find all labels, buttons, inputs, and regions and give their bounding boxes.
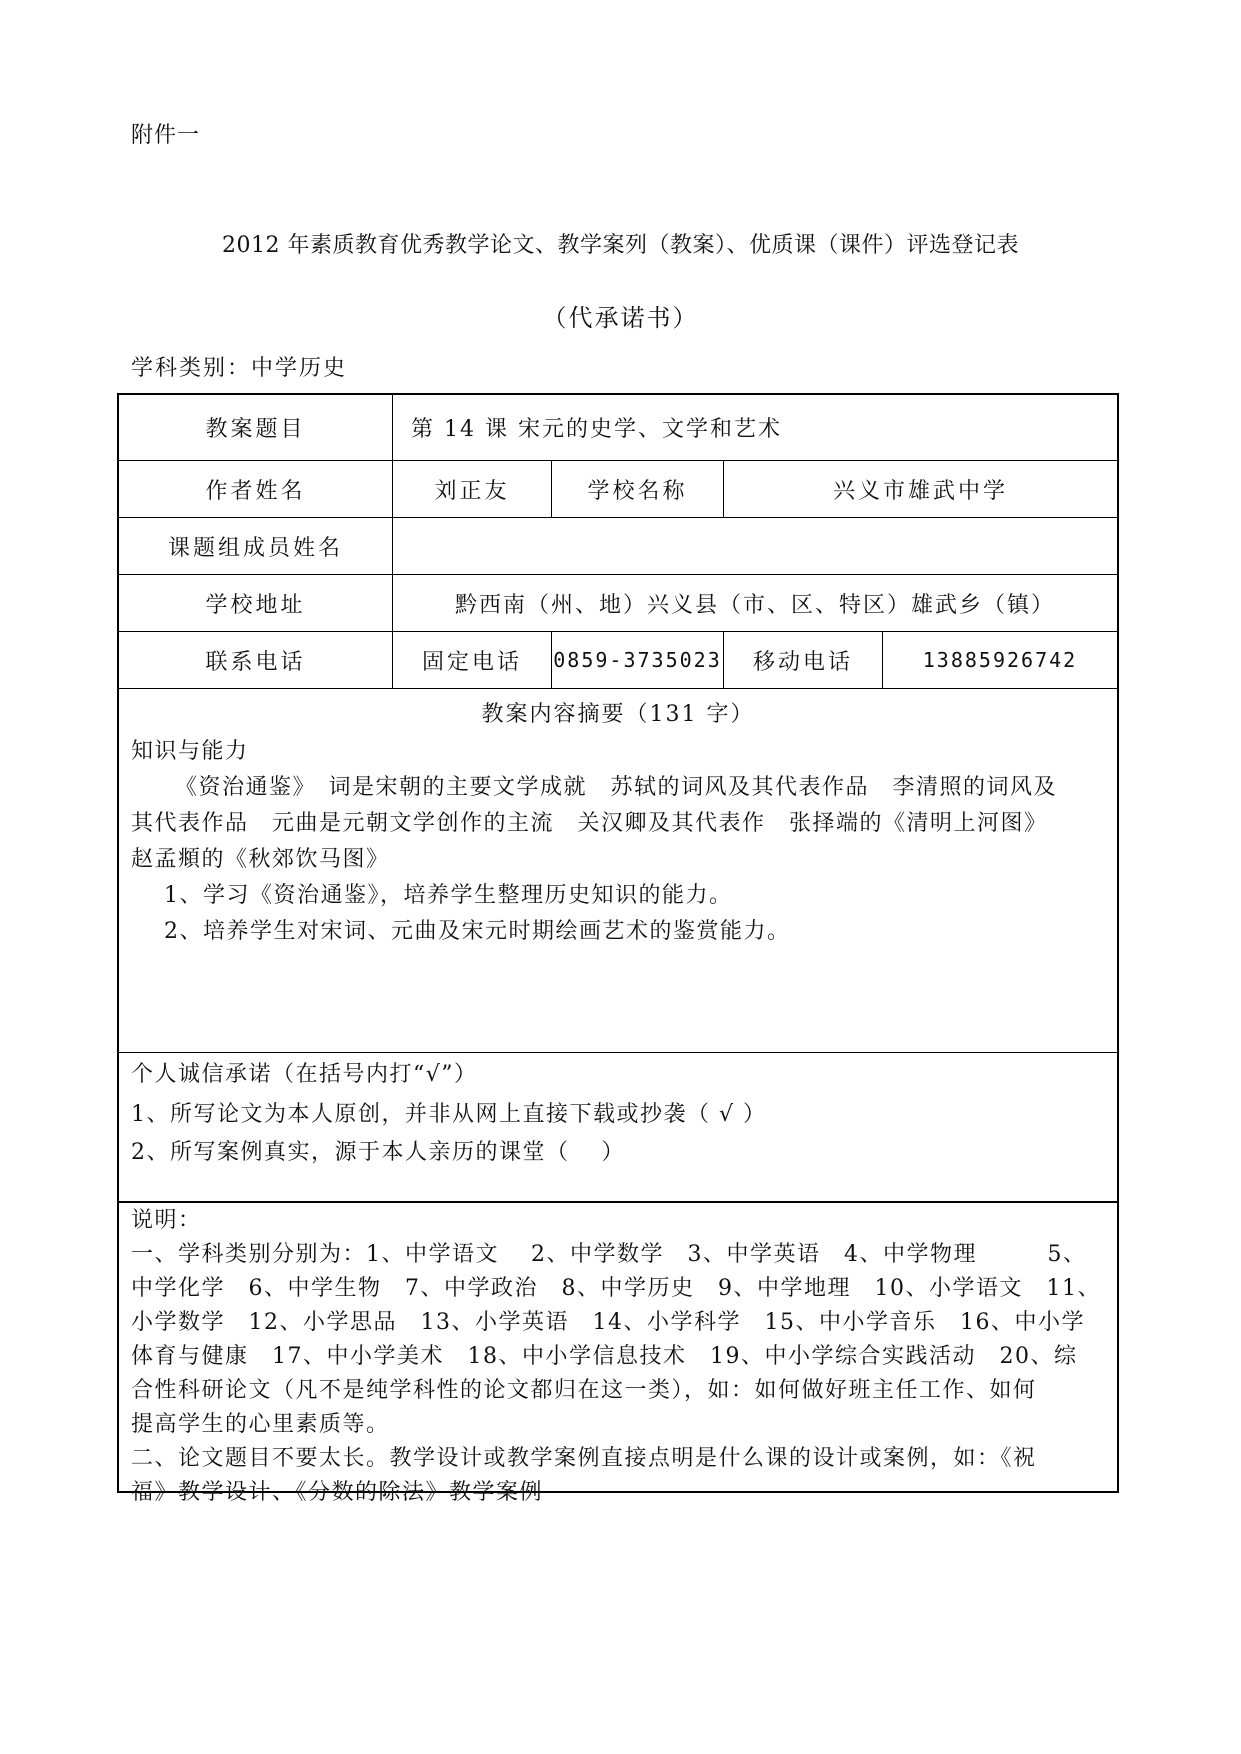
notes-line: 福》教学设计、《分数的除法》教学案例 xyxy=(131,1480,544,1505)
summary-line: 《资治通鉴》 词是宋朝的主要文学成就 苏轼的词风及其代表作品 李清照的词风及 xyxy=(175,775,1058,800)
lesson-title-label: 教案题目 xyxy=(205,417,306,442)
group-members-value xyxy=(393,518,1117,574)
mobile-value: 13885926742 xyxy=(922,648,1078,672)
school-address-label: 学校地址 xyxy=(205,592,306,618)
pledge-header: 个人诚信承诺（在括号内打“√”） xyxy=(131,1062,478,1087)
notes-line: 一、学科类别分别为：1、中学语文 2、中学数学 3、中学英语 4、中学物理 5、 xyxy=(131,1242,1087,1267)
notes-line: 小学数学 12、小学思品 13、小学英语 14、小学科学 15、中小学音乐 16、中小学 xyxy=(131,1310,1085,1335)
subject-category: 学科类别：中学历史 xyxy=(131,356,348,381)
summary-goal: 1、学习《资治通鉴》，培养学生整理历史知识的能力。 xyxy=(164,883,733,908)
attachment-label: 附件一 xyxy=(131,123,201,148)
contact-phone-label: 联系电话 xyxy=(205,649,306,675)
school-name-label: 学校名称 xyxy=(587,478,688,504)
table-rule xyxy=(117,1201,1118,1203)
summary-header: 教案内容摘要（131 字） xyxy=(481,701,755,727)
landline-value: 0859-3735023 xyxy=(553,648,722,672)
form-title: 2012 年素质教育优秀教学论文、教学案列（教案）、优质课（课件）评选登记表 xyxy=(222,233,1019,258)
notes-section xyxy=(131,1204,1116,1510)
pledge-item: 2、所写案例真实，源于本人亲历的课堂（ ） xyxy=(131,1140,625,1165)
table-rule xyxy=(117,1052,1118,1053)
notes-line: 体育与健康 17、中小学美术 18、中小学信息技术 19、中小学综合实践活动 20、综 xyxy=(131,1344,1078,1369)
table-rule xyxy=(1117,393,1119,1493)
notes-header: 说明： xyxy=(131,1208,202,1233)
notes-line: 提高学生的心里素质等。 xyxy=(131,1412,390,1437)
summary-line: 其代表作品 元曲是元朝文学创作的主流 关汉卿及其代表作 张择端的《清明上河图》 xyxy=(131,811,1048,836)
summary-goal: 2、培养学生对宋词、元曲及宋元时期绘画艺术的鉴赏能力。 xyxy=(164,919,791,944)
notes-line: 中学化学 6、中学生物 7、中学政治 8、中学历史 9、中学地理 10、小学语文 11、 xyxy=(131,1276,1101,1301)
table-rule xyxy=(117,688,1118,689)
author-name-label: 作者姓名 xyxy=(205,478,306,504)
integrity-pledge xyxy=(131,1056,1116,1172)
lesson-title-value: 第 14 课 宋元的史学、文学和艺术 xyxy=(411,417,782,442)
summary-line: 赵孟頫的《秋郊饮马图》 xyxy=(131,847,390,872)
notes-line: 二、论文题目不要太长。教学设计或教学案例直接点明是什么课的设计或案例，如：《祝 xyxy=(131,1446,1037,1471)
school-address-value: 黔西南（州、地）兴义县（市、区、特区）雄武乡（镇） xyxy=(454,592,1055,618)
pledge-item: 1、所写论文为本人原创，并非从网上直接下载或抄袭（ √ ） xyxy=(131,1102,767,1127)
mobile-label: 移动电话 xyxy=(752,649,853,675)
landline-label: 固定电话 xyxy=(421,649,522,675)
notes-line: 合性科研论文（凡不是纯学科性的论文都归在这一类），如：如何做好班主任工作、如何 xyxy=(131,1378,1037,1403)
summary-content xyxy=(131,734,1116,950)
author-name-value: 刘正友 xyxy=(434,478,510,504)
group-members-label: 课题组成员姓名 xyxy=(167,535,343,561)
summary-section-label: 知识与能力 xyxy=(131,739,249,764)
form-subtitle: （代承诺书） xyxy=(542,304,699,332)
school-name-value: 兴义市雄武中学 xyxy=(832,478,1008,504)
